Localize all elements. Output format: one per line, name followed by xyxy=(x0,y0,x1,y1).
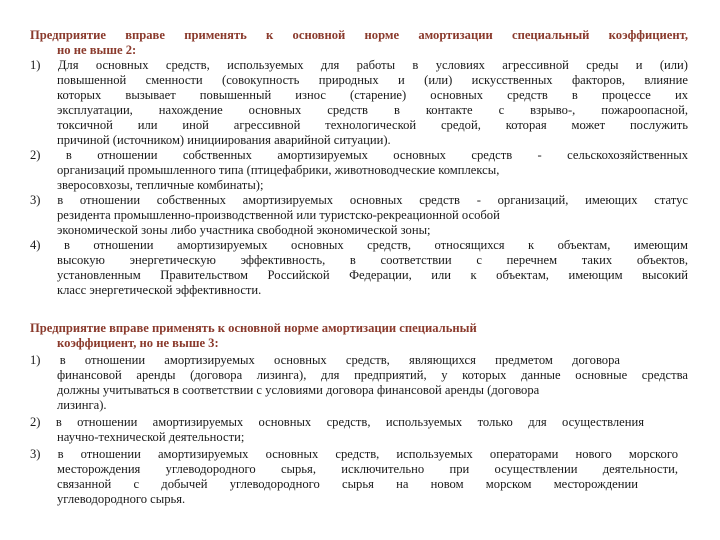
list-item-line: высокую энергетическую эффективность, в соответствии с перечнем таких объектов, xyxy=(57,253,688,267)
list-item-line: класс энергетической эффективности. xyxy=(57,283,262,297)
list-item-line: повышенной сменности (совокупность природных и (или) искусственных факторов, влияние xyxy=(57,73,688,87)
list-item-line: связанной с добычей углеводородного сырья на новом морском месторождении xyxy=(57,477,638,491)
list-item-line: резидента промышленно-производственной или туристско-рекреационной особой xyxy=(57,208,500,222)
list-item: 2) в отношении собственных амортизируемых основных средств - сельскохозяйственных xyxy=(30,148,688,162)
section-heading: коэффициент, но не выше 3: xyxy=(57,336,219,350)
list-item: 3) в отношении собственных амортизируемых основных средств - организаций, имеющих статус xyxy=(30,193,688,207)
list-item-line: установленным Правительством Российской Федерации, или к объектам, имеющим высокий xyxy=(57,268,688,282)
list-item: 1) в отношении амортизируемых основных средств, являющихся предметом договора xyxy=(30,353,620,367)
list-item-line: экономической зоны либо участника свободной экономической зоны; xyxy=(57,223,431,237)
list-item-line: финансовой аренды (договора лизинга), для предприятий, у которых данные основные средства xyxy=(57,368,688,382)
list-item-line: месторождения углеводородного сырья, исключительно при осуществлении деятельности, xyxy=(57,462,678,476)
list-item-line: организаций промышленного типа (птицефабрики, животноводческие комплексы, xyxy=(57,163,500,177)
section-heading: Предприятие вправе применять к основной норме амортизации специальный коэффициент, xyxy=(30,28,688,42)
section-heading: Предприятие вправе применять к основной норме амортизации специальный xyxy=(30,321,477,335)
list-item-line: лизинга). xyxy=(57,398,107,412)
list-item: 3) в отношении амортизируемых основных средств, используемых операторами нового морского xyxy=(30,447,678,461)
list-item-line: зверосовхозы, тепличные комбинаты); xyxy=(57,178,264,192)
list-item-line: эксплуатации, нахождение основных средств в контакте с взрыво-, пожароопасной, xyxy=(57,103,688,117)
list-item: 4) в отношении амортизируемых основных средств, относящихся к объектам, имеющим xyxy=(30,238,688,252)
list-item-line: должны учитываться в соответствии с условиями договора финансовой аренды (договора xyxy=(57,383,540,397)
list-item-line: токсичной или иной агрессивной технологической средой, которая может послужить xyxy=(57,118,688,132)
list-item-line: причиной (источником) инициирования аварийной ситуации). xyxy=(57,133,391,147)
list-item: 2) в отношении амортизируемых основных средств, используемых только для осуществления xyxy=(30,415,644,429)
list-item-line: научно-технической деятельности; xyxy=(57,430,245,444)
list-item: 1) Для основных средств, используемых для работы в условиях агрессивной среды и (или) xyxy=(30,58,688,72)
list-item-line: которых вызывает повышенный износ (старение) основных средств в процессе их xyxy=(57,88,688,102)
section-heading: но не выше 2: xyxy=(57,43,137,57)
list-item-line: углеводородного сырья. xyxy=(57,492,186,506)
